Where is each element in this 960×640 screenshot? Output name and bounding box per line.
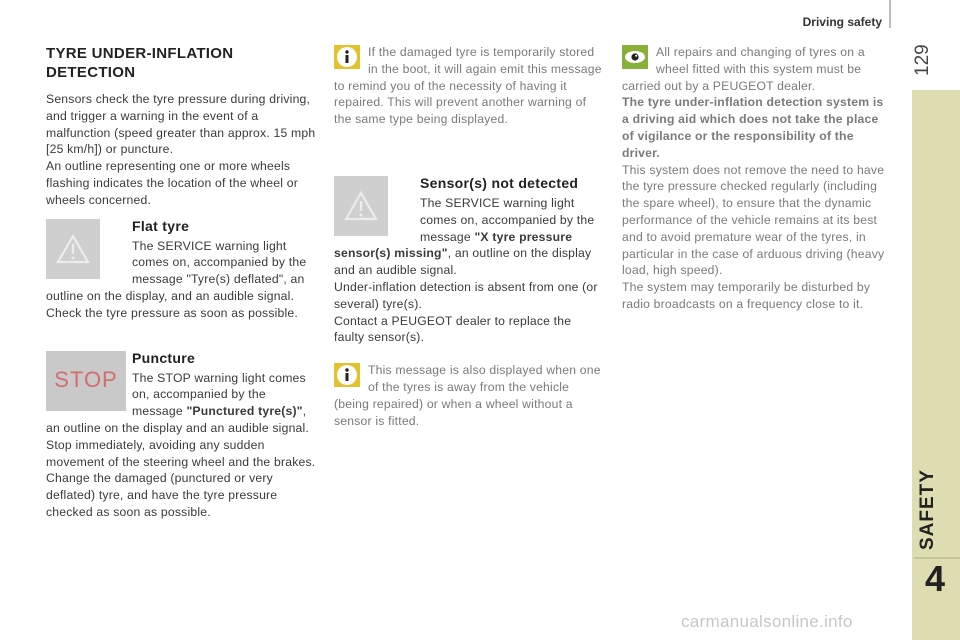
sensor-not-detected-title: Sensor(s) not detected: [420, 174, 579, 191]
sensor-text-3: Contact a PEUGEOT dealer to replace the faulty sensor(s).: [334, 313, 572, 345]
warning-triangle-icon: [334, 176, 388, 236]
warning-triangle-icon: [46, 219, 100, 279]
flat-tyre-title: Flat tyre: [132, 217, 190, 234]
chapter-label: SAFETY: [917, 469, 938, 550]
radio-disturbance-note: The system may temporarily be disturbed by radio broadcasts on a frequency close to it.: [622, 280, 871, 311]
page-number: 129: [912, 44, 933, 76]
column-left: [46, 44, 316, 521]
driving-aid-warning: The tyre under-inflation detection system is a driving aid which does not take the place of vigilance or the responsibility of the driver.: [622, 95, 884, 160]
intro-paragraph-2: An outline representing one or more wheels flashing indicates the location of the wheel or wheels concerned.: [46, 159, 298, 207]
chapter-number: 4: [924, 558, 946, 599]
header-divider: [889, 0, 891, 28]
sensor-text-part: The SERVICE warning light comes on, accompanied by the message: [420, 195, 595, 244]
stop-icon-label: STOP: [54, 367, 118, 393]
column-middle: [334, 44, 604, 429]
puncture-text-3: Change the damaged (punctured or very deflated) tyre, and have the tyre pressure checked as soon as possible.: [46, 471, 278, 519]
flat-tyre-text: The SERVICE warning light comes on, accompanied by the message "Tyre(s) deflated", an outline on the display, and an audible signal.: [46, 238, 307, 303]
stop-warning-icon: [46, 351, 126, 411]
column-right: [622, 44, 892, 313]
info-note-wheel-away: This message is also displayed when one of the tyres is away from the vehicle (being repaired) or when a wheel without a sensor is fitted.: [334, 363, 601, 428]
running-header: Driving safety: [802, 15, 882, 29]
eye-icon: [622, 45, 648, 69]
watermark: carmanualsonline.info: [681, 612, 853, 631]
system-note: This system does not remove the need to have the tyre pressure checked regularly (including the spare wheel), to ensure that the dynamic performance of the vehicle remains at its best and to avoid premature wear of the tyres, in particular in the case of arduous driving (heavy load, high speed).: [622, 162, 885, 278]
info-note-stored-tyre: If the damaged tyre is temporarily stored in the boot, it will again emit this message to remind you of the necessity of having it repaired. This will prevent another warning of the same type being displayed.: [334, 45, 602, 127]
info-icon: [334, 363, 360, 387]
flat-tyre-text-2: Check the tyre pressure as soon as possible.: [46, 305, 298, 320]
puncture-title: Puncture: [132, 349, 196, 366]
info-icon: [334, 45, 360, 69]
puncture-text-part-2: , an outline on the display and an audible signal.: [46, 404, 310, 435]
sensor-text-2: Under-inflation detection is absent from one (or several) tyre(s).: [334, 279, 598, 311]
puncture-message: "Punctured tyre(s)": [186, 404, 303, 419]
puncture-text-part: The STOP warning light comes on, accompanied by the message: [132, 370, 306, 419]
section-title: TYRE UNDER-INFLATION DETECTION: [46, 45, 234, 81]
dealer-note: All repairs and changing of tyres on a wheel fitted with this system must be carried out by a PEUGEOT dealer.: [622, 45, 865, 93]
sensor-message: "X tyre pressure sensor(s) missing": [334, 229, 573, 261]
intro-paragraph: Sensors check the tyre pressure during driving, and trigger a warning in the event of a malfunction (speed greater than approx. 15 mph [25 km/h]) or puncture.: [46, 92, 316, 157]
puncture-text-2: Stop immediately, avoiding any sudden movement of the steering wheel and the brakes.: [46, 437, 316, 469]
sensor-text-part-2: , an outline on the display and an audible signal.: [334, 246, 592, 278]
